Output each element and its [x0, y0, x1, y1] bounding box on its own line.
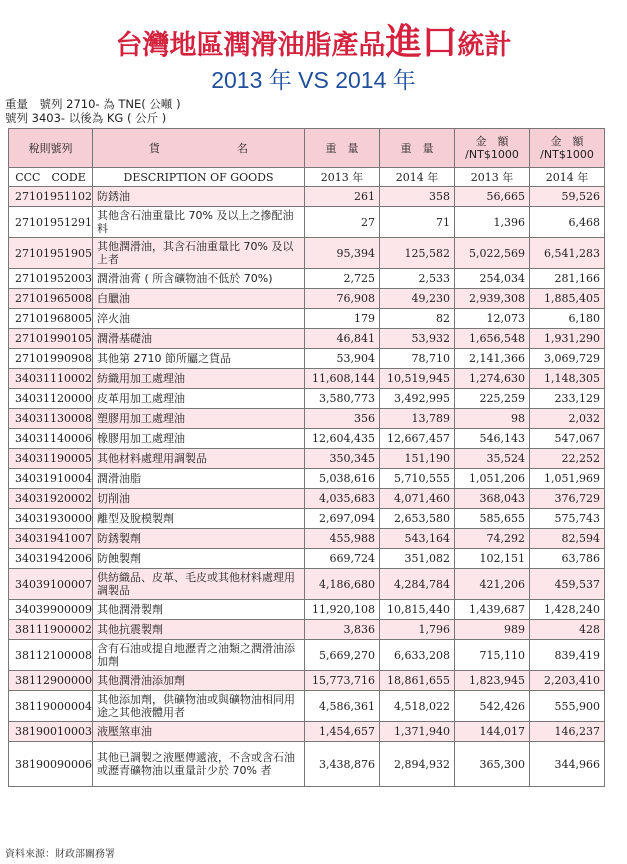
cell-value-2013: 365,300 — [455, 742, 530, 787]
table-row — [9, 722, 605, 742]
cell-weight-2013: 5,669,270 — [305, 640, 380, 671]
cell-value-2014: 2,032 — [530, 409, 605, 429]
cell-weight-2014: 82 — [380, 309, 455, 329]
header-value-2014: 金 額 /NT$1000 — [530, 129, 605, 168]
title-part3: 統計 — [457, 30, 512, 61]
table-row — [9, 389, 605, 409]
cell-code: 34031920002 — [9, 489, 93, 509]
cell-weight-2013: 4,586,361 — [305, 691, 380, 722]
cell-name: 其他材料處理用調製品 — [93, 449, 305, 469]
cell-code: 38112900000 — [9, 671, 93, 691]
cell-weight-2013: 2,725 — [305, 269, 380, 289]
table-row — [9, 369, 605, 389]
cell-value-2014: 1,428,240 — [530, 600, 605, 620]
cell-weight-2013: 3,580,773 — [305, 389, 380, 409]
table-row — [9, 489, 605, 509]
header-code: 稅則號列 — [9, 129, 93, 168]
subheader-value-2014: 2014 年 — [530, 168, 605, 187]
subheader-name: DESCRIPTION OF GOODS — [93, 168, 305, 187]
cell-code: 34031941007 — [9, 529, 93, 549]
table-row — [9, 742, 605, 787]
cell-value-2014: 1,931,290 — [530, 329, 605, 349]
cell-weight-2014: 2,653,580 — [380, 509, 455, 529]
table-row — [9, 469, 605, 489]
cell-weight-2013: 356 — [305, 409, 380, 429]
cell-weight-2013: 15,773,716 — [305, 671, 380, 691]
cell-code: 38190010003 — [9, 722, 93, 742]
cell-name: 含有石油或提自地瀝青之油類之潤滑油添加劑 — [93, 640, 305, 671]
cell-code: 27101951291 — [9, 207, 93, 238]
cell-weight-2014: 5,710,555 — [380, 469, 455, 489]
subheader-weight-2013: 2013 年 — [305, 168, 380, 187]
cell-name: 防蝕製劑 — [93, 549, 305, 569]
cell-name: 其他潤滑製劑 — [93, 600, 305, 620]
unit-note-2: 號列 3403- 以後為 KG ( 公斤 ) — [5, 111, 167, 125]
cell-value-2013: 56,665 — [455, 187, 530, 207]
title-part1: 台灣地區潤滑油脂產品 — [115, 30, 386, 61]
cell-code: 34031130008 — [9, 409, 93, 429]
table-row — [9, 449, 605, 469]
cell-value-2013: 989 — [455, 620, 530, 640]
table-row — [9, 269, 605, 289]
import-statistics-table — [8, 128, 605, 787]
cell-code: 38112100008 — [9, 640, 93, 671]
cell-name: 橡膠用加工處理油 — [93, 429, 305, 449]
cell-code: 34031930000 — [9, 509, 93, 529]
cell-name: 防銹油 — [93, 187, 305, 207]
cell-weight-2014: 1,796 — [380, 620, 455, 640]
cell-name: 液壓煞車油 — [93, 722, 305, 742]
cell-name: 潤滑油脂 — [93, 469, 305, 489]
cell-weight-2013: 455,988 — [305, 529, 380, 549]
cell-weight-2014: 71 — [380, 207, 455, 238]
table-row — [9, 549, 605, 569]
cell-weight-2014: 3,492,995 — [380, 389, 455, 409]
subheader-code: CCC CODE — [9, 168, 93, 187]
table-body — [9, 187, 605, 787]
cell-value-2013: 12,073 — [455, 309, 530, 329]
cell-value-2013: 1,274,630 — [455, 369, 530, 389]
cell-code: 38111900002 — [9, 620, 93, 640]
cell-value-2014: 1,885,405 — [530, 289, 605, 309]
cell-value-2014: 428 — [530, 620, 605, 640]
table-row — [9, 509, 605, 529]
cell-value-2014: 2,203,410 — [530, 671, 605, 691]
cell-name: 塑膠用加工處理油 — [93, 409, 305, 429]
cell-value-2013: 74,292 — [455, 529, 530, 549]
header-weight-2013: 重 量 — [305, 129, 380, 168]
cell-code: 34039100007 — [9, 569, 93, 600]
cell-weight-2014: 12,667,457 — [380, 429, 455, 449]
cell-weight-2014: 4,518,022 — [380, 691, 455, 722]
cell-code: 34039900009 — [9, 600, 93, 620]
cell-weight-2013: 2,697,094 — [305, 509, 380, 529]
cell-weight-2013: 27 — [305, 207, 380, 238]
cell-value-2013: 546,143 — [455, 429, 530, 449]
table-row — [9, 309, 605, 329]
cell-value-2014: 6,541,283 — [530, 238, 605, 269]
header-value-2013: 金 額 /NT$1000 — [455, 129, 530, 168]
cell-value-2013: 144,017 — [455, 722, 530, 742]
cell-code: 27101952003 — [9, 269, 93, 289]
cell-value-2013: 102,151 — [455, 549, 530, 569]
cell-weight-2014: 125,582 — [380, 238, 455, 269]
cell-name: 其他添加劑，供礦物油或與礦物油相同用途之其他液體用者 — [93, 691, 305, 722]
cell-value-2014: 1,051,969 — [530, 469, 605, 489]
cell-name: 皮革用加工處理油 — [93, 389, 305, 409]
cell-code: 38119000004 — [9, 691, 93, 722]
cell-name: 切削油 — [93, 489, 305, 509]
cell-code: 27101951102 — [9, 187, 93, 207]
table-row — [9, 238, 605, 269]
subheader-weight-2014: 2014 年 — [380, 168, 455, 187]
cell-weight-2013: 4,035,683 — [305, 489, 380, 509]
cell-value-2014: 22,252 — [530, 449, 605, 469]
cell-value-2013: 368,043 — [455, 489, 530, 509]
cell-name: 潤滑油膏 ( 所含礦物油不低於 70%) — [93, 269, 305, 289]
cell-value-2014: 376,729 — [530, 489, 605, 509]
cell-code: 27101968005 — [9, 309, 93, 329]
cell-weight-2013: 669,724 — [305, 549, 380, 569]
cell-code: 27101990908 — [9, 349, 93, 369]
cell-weight-2014: 543,164 — [380, 529, 455, 549]
header-row — [9, 129, 605, 168]
cell-name: 其他第 2710 節所屬之貨品 — [93, 349, 305, 369]
table-row — [9, 671, 605, 691]
cell-value-2013: 421,206 — [455, 569, 530, 600]
cell-value-2013: 1,439,687 — [455, 600, 530, 620]
cell-value-2014: 82,594 — [530, 529, 605, 549]
cell-weight-2013: 1,454,657 — [305, 722, 380, 742]
cell-name: 淬火油 — [93, 309, 305, 329]
cell-weight-2014: 358 — [380, 187, 455, 207]
cell-weight-2013: 261 — [305, 187, 380, 207]
cell-weight-2014: 151,190 — [380, 449, 455, 469]
cell-value-2014: 281,166 — [530, 269, 605, 289]
cell-value-2013: 1,396 — [455, 207, 530, 238]
cell-weight-2013: 350,345 — [305, 449, 380, 469]
cell-weight-2014: 2,533 — [380, 269, 455, 289]
cell-weight-2014: 2,894,932 — [380, 742, 455, 787]
subheader-row — [9, 168, 605, 187]
cell-name: 其他含石油重量比 70% 及以上之摻配油料 — [93, 207, 305, 238]
cell-name: 供紡織品、皮革、毛皮或其他材料處理用調製品 — [93, 569, 305, 600]
cell-weight-2014: 6,633,208 — [380, 640, 455, 671]
cell-weight-2014: 13,789 — [380, 409, 455, 429]
cell-value-2013: 1,051,206 — [455, 469, 530, 489]
cell-value-2014: 146,237 — [530, 722, 605, 742]
cell-code: 27101990105 — [9, 329, 93, 349]
cell-value-2013: 585,655 — [455, 509, 530, 529]
header-name: 貨 名 — [93, 129, 305, 168]
cell-name: 白臘油 — [93, 289, 305, 309]
table-row — [9, 620, 605, 640]
cell-value-2013: 254,034 — [455, 269, 530, 289]
table-row — [9, 409, 605, 429]
table-row — [9, 529, 605, 549]
cell-value-2014: 839,419 — [530, 640, 605, 671]
cell-value-2014: 233,129 — [530, 389, 605, 409]
table-row — [9, 569, 605, 600]
table-row — [9, 349, 605, 369]
cell-weight-2013: 4,186,680 — [305, 569, 380, 600]
cell-weight-2013: 11,608,144 — [305, 369, 380, 389]
cell-weight-2013: 76,908 — [305, 289, 380, 309]
cell-value-2014: 59,526 — [530, 187, 605, 207]
data-source-note: 資料來源：財政部關務署 — [5, 849, 115, 860]
cell-value-2014: 63,786 — [530, 549, 605, 569]
cell-name: 潤滑基礎油 — [93, 329, 305, 349]
cell-weight-2014: 351,082 — [380, 549, 455, 569]
cell-weight-2014: 49,230 — [380, 289, 455, 309]
cell-code: 34031910004 — [9, 469, 93, 489]
cell-value-2013: 225,259 — [455, 389, 530, 409]
cell-weight-2013: 53,904 — [305, 349, 380, 369]
unit-note-1: 重量 號列 2710- 為 TNE( 公噸 ) — [5, 97, 181, 111]
cell-weight-2014: 4,071,460 — [380, 489, 455, 509]
cell-name: 離型及脫模製劑 — [93, 509, 305, 529]
table-row — [9, 329, 605, 349]
cell-value-2013: 2,141,366 — [455, 349, 530, 369]
page-title — [0, 14, 627, 65]
cell-value-2014: 547,067 — [530, 429, 605, 449]
table-row — [9, 600, 605, 620]
cell-weight-2013: 3,836 — [305, 620, 380, 640]
table-row — [9, 640, 605, 671]
cell-value-2013: 35,524 — [455, 449, 530, 469]
cell-value-2014: 344,966 — [530, 742, 605, 787]
cell-code: 34031140006 — [9, 429, 93, 449]
cell-value-2013: 5,022,569 — [455, 238, 530, 269]
cell-value-2014: 1,148,305 — [530, 369, 605, 389]
cell-value-2013: 1,823,945 — [455, 671, 530, 691]
cell-name: 其他潤滑油添加劑 — [93, 671, 305, 691]
cell-weight-2014: 18,861,655 — [380, 671, 455, 691]
cell-value-2013: 98 — [455, 409, 530, 429]
cell-weight-2013: 179 — [305, 309, 380, 329]
cell-weight-2013: 95,394 — [305, 238, 380, 269]
cell-weight-2014: 4,284,784 — [380, 569, 455, 600]
cell-code: 27101951905 — [9, 238, 93, 269]
table-row — [9, 429, 605, 449]
cell-weight-2014: 10,815,440 — [380, 600, 455, 620]
cell-code: 34031942006 — [9, 549, 93, 569]
cell-value-2014: 6,180 — [530, 309, 605, 329]
table-row — [9, 187, 605, 207]
cell-value-2013: 542,426 — [455, 691, 530, 722]
cell-weight-2013: 3,438,876 — [305, 742, 380, 787]
cell-value-2013: 715,110 — [455, 640, 530, 671]
cell-value-2014: 555,900 — [530, 691, 605, 722]
cell-weight-2013: 46,841 — [305, 329, 380, 349]
cell-weight-2013: 5,038,616 — [305, 469, 380, 489]
cell-code: 34031120000 — [9, 389, 93, 409]
cell-code: 38190090006 — [9, 742, 93, 787]
cell-value-2013: 1,656,548 — [455, 329, 530, 349]
cell-weight-2014: 53,932 — [380, 329, 455, 349]
cell-value-2013: 2,939,308 — [455, 289, 530, 309]
table-row — [9, 207, 605, 238]
cell-name: 其他潤滑油，其含石油重量比 70% 及以上者 — [93, 238, 305, 269]
page-subtitle: 2013 年 VS 2014 年 — [211, 67, 416, 93]
cell-weight-2014: 1,371,940 — [380, 722, 455, 742]
cell-value-2014: 459,537 — [530, 569, 605, 600]
header-weight-2014: 重 量 — [380, 129, 455, 168]
table-row — [9, 691, 605, 722]
cell-value-2014: 6,468 — [530, 207, 605, 238]
table-row — [9, 289, 605, 309]
cell-weight-2014: 78,710 — [380, 349, 455, 369]
cell-code: 34031190005 — [9, 449, 93, 469]
cell-code: 34031110002 — [9, 369, 93, 389]
cell-weight-2014: 10,519,945 — [380, 369, 455, 389]
cell-name: 防銹製劑 — [93, 529, 305, 549]
cell-name: 其他已調製之液壓傳遞液，不含或含石油或瀝青礦物油以重量計少於 70% 者 — [93, 742, 305, 787]
cell-value-2014: 575,743 — [530, 509, 605, 529]
subheader-value-2013: 2013 年 — [455, 168, 530, 187]
cell-weight-2013: 11,920,108 — [305, 600, 380, 620]
cell-weight-2013: 12,604,435 — [305, 429, 380, 449]
cell-value-2014: 3,069,729 — [530, 349, 605, 369]
cell-name: 紡織用加工處理油 — [93, 369, 305, 389]
cell-code: 27101965008 — [9, 289, 93, 309]
cell-name: 其他抗震製劑 — [93, 620, 305, 640]
title-highlight: 進口 — [385, 21, 458, 63]
